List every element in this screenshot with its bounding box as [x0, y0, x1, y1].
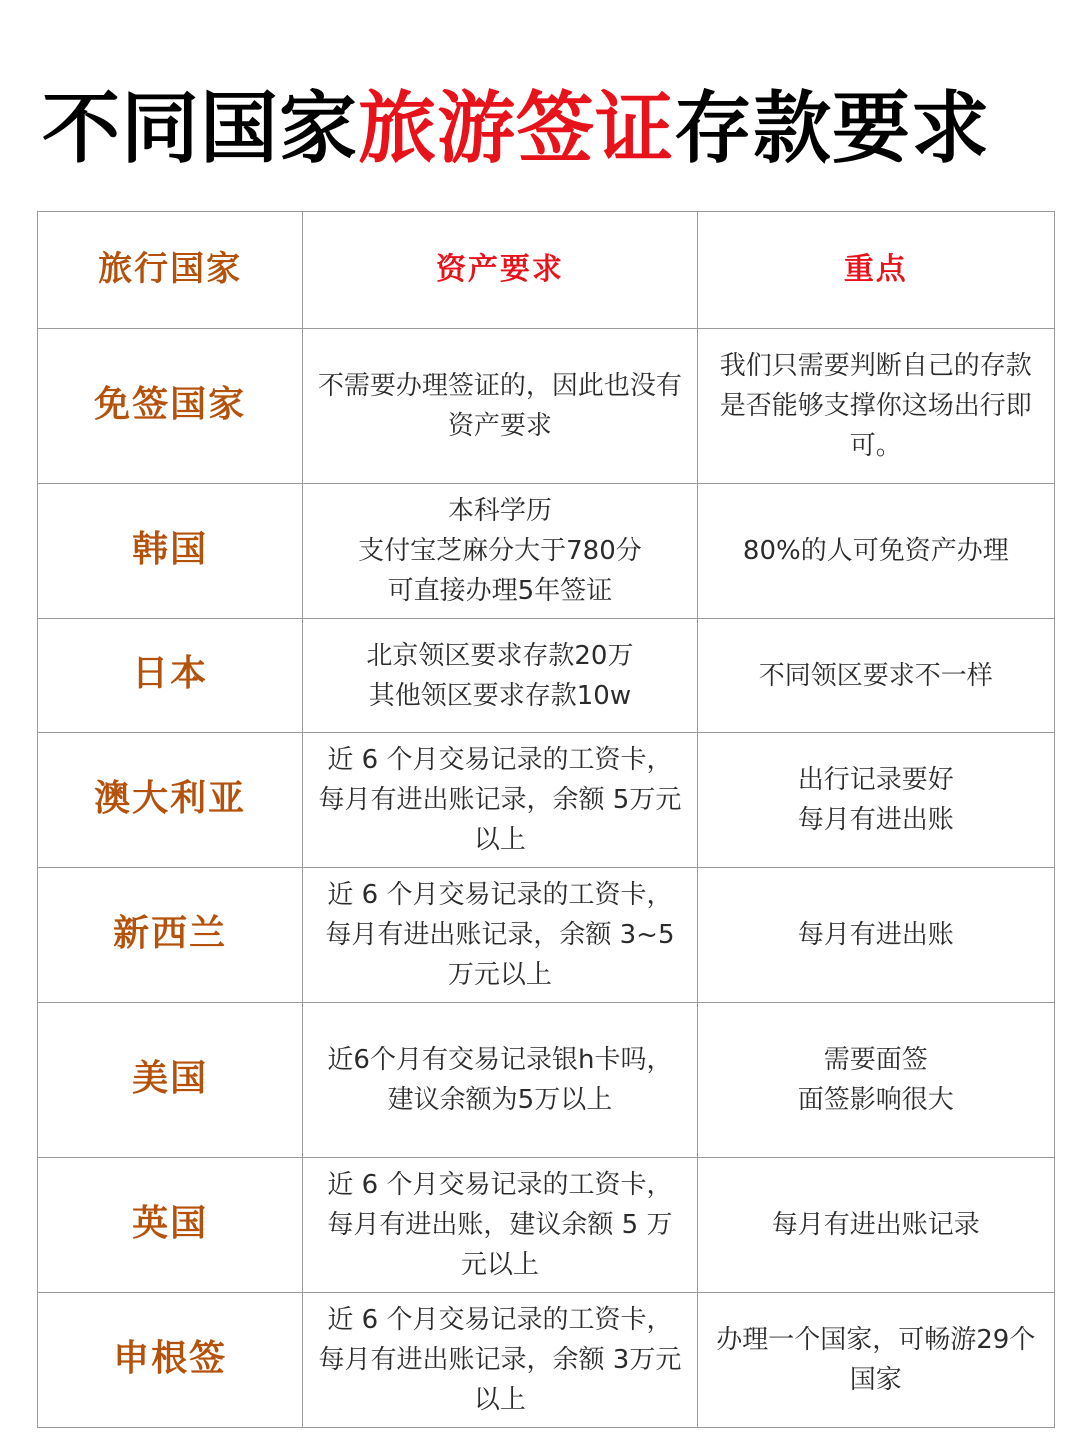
country-name: 新西兰 — [113, 912, 228, 954]
page-title — [42, 84, 990, 174]
table-row — [38, 1293, 1055, 1428]
asset-cell: 近6个月有交易记录银h卡吗， 建议余额为5万以上 — [303, 1003, 697, 1158]
country-name: 美国 — [132, 1057, 209, 1099]
country-cell — [38, 1293, 303, 1428]
title-part-red: 旅游签证 — [358, 84, 675, 174]
table-row — [38, 1158, 1055, 1293]
table-row — [38, 329, 1055, 484]
key-cell: 不同领区要求不一样 — [697, 619, 1054, 733]
asset-cell: 近 6 个月交易记录的工资卡， 每月有进出账记录，余额 3~5 万元以上 — [303, 868, 697, 1003]
asset-cell: 本科学历 支付宝芝麻分大于780分 可直接办理5年签证 — [303, 484, 697, 619]
asset-cell: 近 6 个月交易记录的工资卡， 每月有进出账记录，余额 5万元 以上 — [303, 733, 697, 868]
asset-cell: 北京领区要求存款20万 其他领区要求存款10w — [303, 619, 697, 733]
asset-cell: 近 6 个月交易记录的工资卡， 每月有进出账，建议余额 5 万 元以上 — [303, 1158, 697, 1293]
country-name: 日本 — [132, 653, 209, 694]
title-part-black-1: 不同国家 — [42, 84, 359, 174]
key-cell: 80%的人可免资产办理 — [697, 484, 1054, 619]
header-asset: 资产要求 — [435, 251, 564, 287]
header-country-cell — [38, 212, 303, 329]
asset-cell: 近 6 个月交易记录的工资卡， 每月有进出账记录，余额 3万元 以上 — [303, 1293, 697, 1428]
key-cell: 每月有进出账记录 — [697, 1158, 1054, 1293]
country-name: 申根签 — [113, 1337, 228, 1379]
table-row — [38, 868, 1055, 1003]
asset-cell: 不需要办理签证的，因此也没有 资产要求 — [303, 329, 697, 484]
visa-deposit-table — [37, 211, 1055, 1428]
table-row — [38, 619, 1055, 733]
country-cell — [38, 329, 303, 484]
key-cell: 办理一个国家，可畅游29个 国家 — [697, 1293, 1054, 1428]
table-row — [38, 733, 1055, 868]
country-cell — [38, 733, 303, 868]
country-cell — [38, 868, 303, 1003]
table-header-row — [38, 212, 1055, 329]
country-name: 免签国家 — [94, 383, 247, 425]
country-cell — [38, 1158, 303, 1293]
country-cell — [38, 619, 303, 733]
header-asset-cell — [303, 212, 697, 329]
key-cell: 出行记录要好 每月有进出账 — [697, 733, 1054, 868]
table-row — [38, 484, 1055, 619]
key-cell: 需要面签 面签影响很大 — [697, 1003, 1054, 1158]
country-name: 英国 — [132, 1202, 209, 1244]
title-part-black-2: 存款要求 — [674, 84, 991, 174]
key-cell: 我们只需要判断自己的存款 是否能够支撑你这场出行即 可。 — [697, 329, 1054, 484]
header-key: 重点 — [843, 251, 908, 287]
country-name: 韩国 — [132, 528, 209, 570]
header-key-cell — [697, 212, 1054, 329]
key-cell: 每月有进出账 — [697, 868, 1054, 1003]
header-country: 旅行国家 — [98, 248, 243, 289]
country-cell — [38, 484, 303, 619]
country-name: 澳大利亚 — [94, 777, 247, 819]
country-cell — [38, 1003, 303, 1158]
table-row — [38, 1003, 1055, 1158]
